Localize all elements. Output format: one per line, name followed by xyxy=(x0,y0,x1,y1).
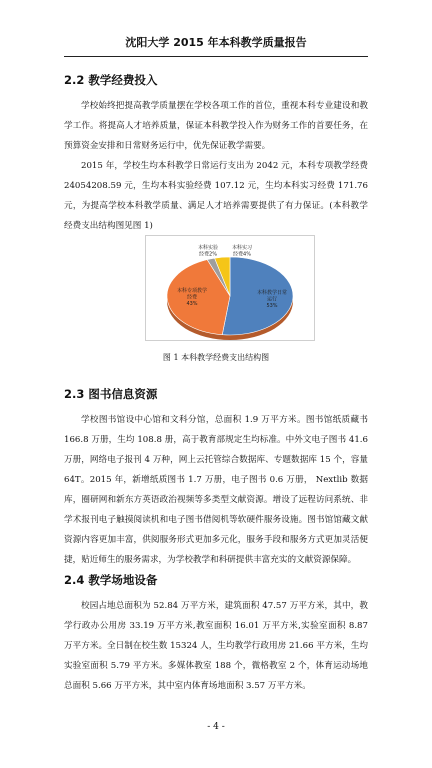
pie-slice-label: 本科专项教学经费 43% xyxy=(176,288,208,307)
pie-slice-label: 本科教学日常运行 53% xyxy=(256,290,288,309)
figure-caption: 图 1 本科教学经费支出结构图 xyxy=(162,353,270,362)
facilities-paragraph: 校园占地总面积为 52.84 万平方米，建筑面积 47.57 万平方米，其中，教学行政办公用房 33.19 万平方米,教室面积 16.01 万平方米,实验室面积 8.87 万平方米。全日制在校生数 15324 人，生均教学行政用房 21.66 平方米，生均实验室面积 5.79 平方米。多媒体教室 188 个，微格教室 2 个，体育运动场地总面积 5.66 万平方米，其中室内体育场地面积 3.57 万平方米。 xyxy=(64,601,368,691)
page-number: - 4 - xyxy=(207,722,225,732)
section-heading-library: 2.3 图书信息资源 xyxy=(64,387,158,401)
section-heading-facilities: 2.4 教学场地设备 xyxy=(64,573,158,587)
section-heading-funding: 2.2 教学经费投入 xyxy=(64,73,158,87)
pie-slice xyxy=(222,257,293,335)
funding-paragraph-1: 学校始终把提高教学质量摆在学校各项工作的首位，重视本科专业建设和教学工作。将提高人才培养质量，保证本科教学投入作为财务工作的首要任务，在预算资金安排和日常财务运行中，优先保证教学需要。 xyxy=(64,101,368,151)
pie-chart xyxy=(145,235,315,341)
pie-slice-label: 本科实验经费2% xyxy=(197,245,219,258)
funding-paragraph-2: 2015 年，学校生均本科教学日常运行支出为 2042 元，本科专项教学经费 24054208.59 元，生均本科实验经费 107.12 元，生均本科实习经费 171.76 元，为提高学校本科教学质量、满足人才培养需要提供了有力保证。(本科教学经费支出结构图见图 1) xyxy=(64,161,368,231)
page-header: 沈阳大学 2015 年本科教学质量报告 xyxy=(64,34,368,57)
pie-chart-svg xyxy=(146,236,314,340)
library-paragraph: 学校图书馆设中心馆和文科分馆，总面积 1.9 万平方米。图书馆纸质藏书 166.8 万册，生均 108.8 册，高于教育部规定生均标准。中外文电子图书 41.6 万册，网络电子报刊 4 万种，网上云托管综合数据库、专题数据库 15 个，容量 64T。2015 年，新增纸质图书 1.7 万册，电子图书 0.6 万册， Nextlib 数据库，圈研网和新东方英语政治视频等多类型文献资源。增设了远程访问系统、非学术报刊电子触摸阅读机和电子图书借阅机等软硬件服务设施。图书馆馆藏文献资源内容更加丰富，供阅服务形式更加多元化，服务手段和服务方式更加灵活便捷，贴近师生的服务需求，为学校教学和科研提供丰富充实的文献资源保障。 xyxy=(64,415,368,565)
pie-slice-label: 本科实习经费4% xyxy=(231,245,253,258)
